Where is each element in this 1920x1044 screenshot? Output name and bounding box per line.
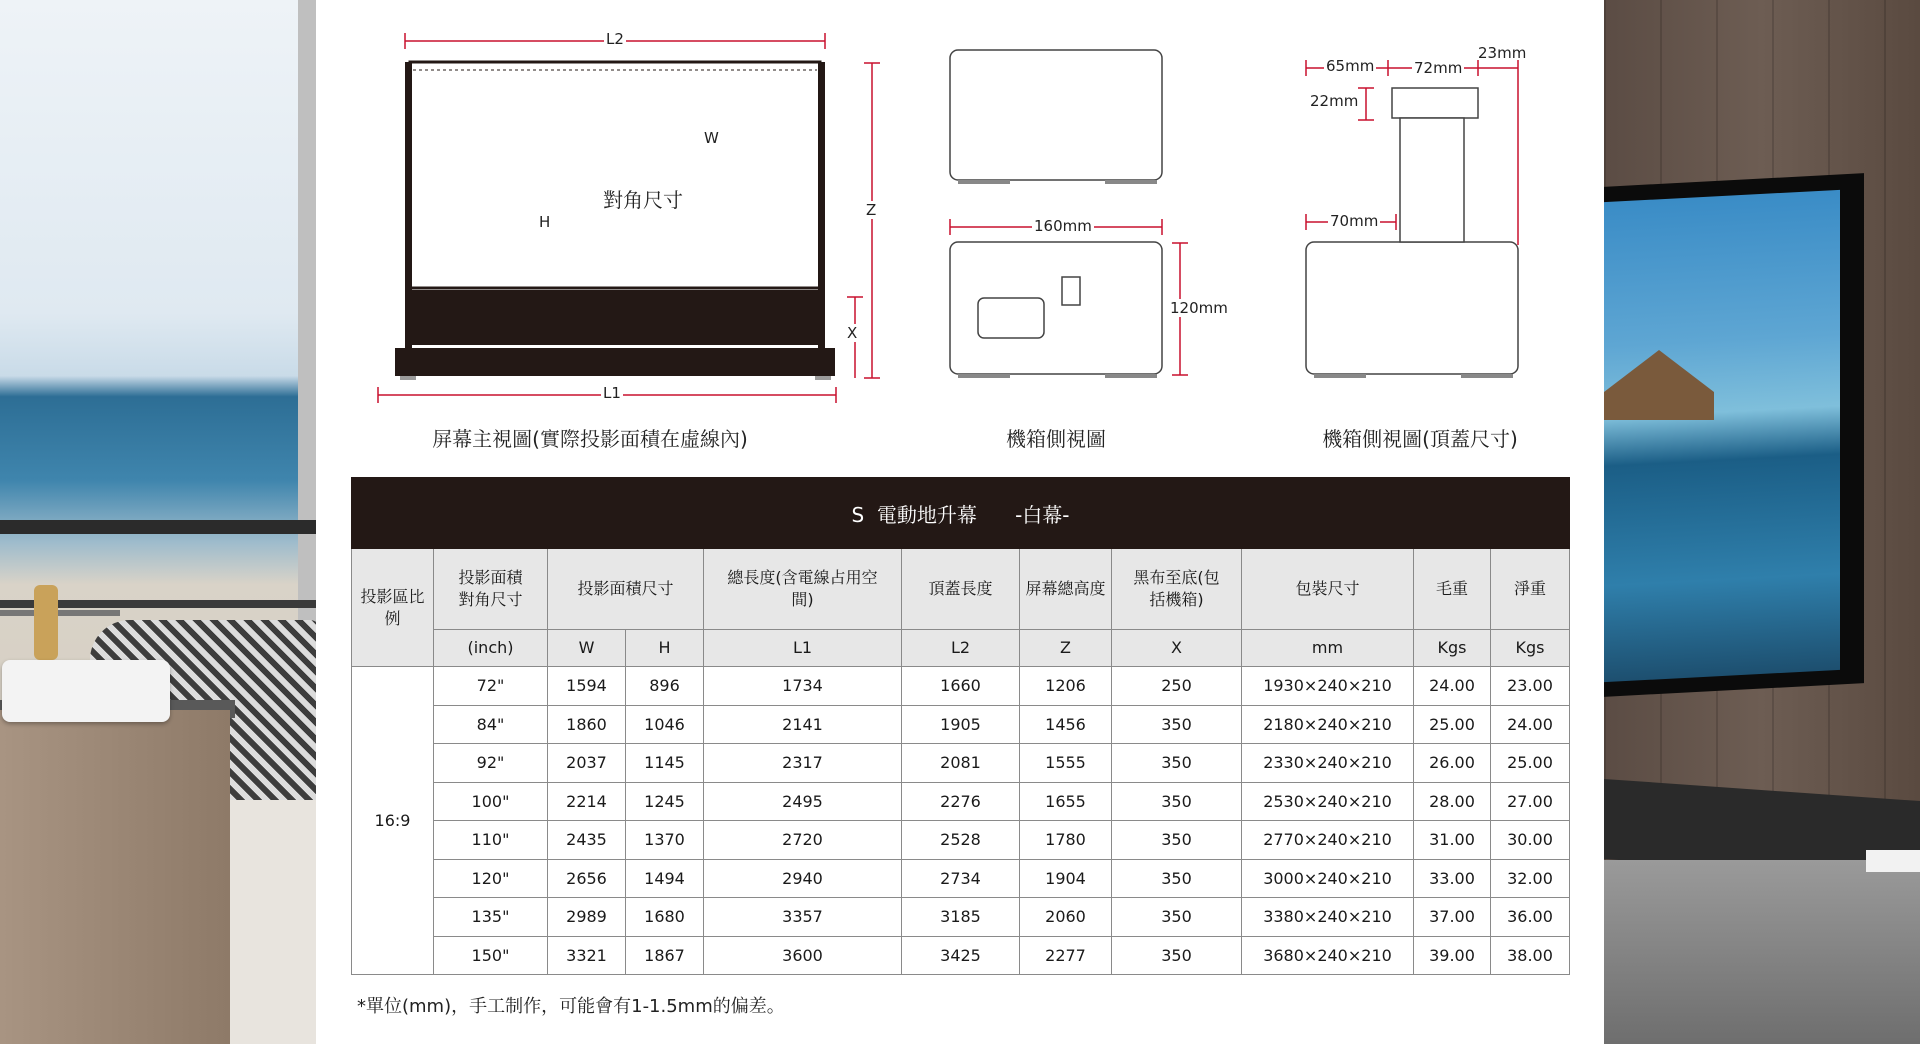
left-room-photo [0, 0, 316, 1044]
cell-z: 1456 [1020, 705, 1112, 744]
header-net: 淨重 [1491, 549, 1570, 630]
table-row [352, 667, 1570, 706]
cell-w: 2656 [548, 859, 626, 898]
unit-z: Z [1020, 630, 1112, 667]
cell-l1: 3357 [704, 898, 902, 937]
cell-x: 350 [1112, 936, 1242, 975]
cell-x: 350 [1112, 821, 1242, 860]
cell-x: 350 [1112, 898, 1242, 937]
cell-h: 1680 [626, 898, 704, 937]
label-65mm: 65mm [1326, 57, 1375, 75]
caption-side-view: 機箱側視圖 [1006, 427, 1106, 451]
table-row [352, 898, 1570, 937]
table-title: S 電動地升幕 -白幕- [352, 478, 1570, 549]
label-23mm: 23mm [1478, 44, 1527, 62]
cell-l2: 2528 [902, 821, 1020, 860]
table-row [352, 821, 1570, 860]
cell-l1: 2940 [704, 859, 902, 898]
cell-l1: 2141 [704, 705, 902, 744]
label-22mm: 22mm [1310, 92, 1359, 110]
unit-w: W [548, 630, 626, 667]
ratio-cell: 16:9 [352, 667, 434, 975]
front-view-screen [395, 62, 835, 380]
label-diagonal: 對角尺寸 [603, 188, 683, 212]
label-x: X [847, 324, 858, 342]
cell-net: 27.00 [1491, 782, 1570, 821]
header-gross: 毛重 [1414, 549, 1491, 630]
cell-inch: 100" [434, 782, 548, 821]
diagram-svg [316, 0, 1604, 420]
cell-net: 30.00 [1491, 821, 1570, 860]
unit-l2: L2 [902, 630, 1020, 667]
cabinet [0, 710, 230, 1044]
label-70mm: 70mm [1330, 212, 1379, 230]
header-black: 黑布至底(包括機箱) [1112, 549, 1242, 630]
cell-pack: 2180×240×210 [1242, 705, 1414, 744]
cell-net: 32.00 [1491, 859, 1570, 898]
label-z: Z [866, 201, 877, 219]
cell-w: 2435 [548, 821, 626, 860]
cell-z: 1780 [1020, 821, 1112, 860]
header-size: 投影面積尺寸 [548, 549, 704, 630]
unit-l1: L1 [704, 630, 902, 667]
cell-x: 350 [1112, 705, 1242, 744]
cell-net: 24.00 [1491, 705, 1570, 744]
cell-x: 350 [1112, 859, 1242, 898]
cell-inch: 92" [434, 744, 548, 783]
cell-l1: 1734 [704, 667, 902, 706]
cell-net: 38.00 [1491, 936, 1570, 975]
cell-l2: 1905 [902, 705, 1020, 744]
cell-pack: 3380×240×210 [1242, 898, 1414, 937]
table-row [352, 705, 1570, 744]
cell-pack: 1930×240×210 [1242, 667, 1414, 706]
cell-x: 250 [1112, 667, 1242, 706]
cell-gross: 24.00 [1414, 667, 1491, 706]
cell-pack: 2330×240×210 [1242, 744, 1414, 783]
cell-w: 2037 [548, 744, 626, 783]
cell-net: 36.00 [1491, 898, 1570, 937]
balcony-rail [0, 520, 316, 534]
cell-pack: 2770×240×210 [1242, 821, 1414, 860]
cell-h: 896 [626, 667, 704, 706]
table-row [352, 782, 1570, 821]
footnote: *單位(mm)，手工制作，可能會有1-1.5mm的偏差。 [357, 996, 785, 1017]
header-diag: 投影面積對角尺寸 [434, 549, 548, 630]
cell-inch: 135" [434, 898, 548, 937]
table-row [352, 744, 1570, 783]
cell-gross: 31.00 [1414, 821, 1491, 860]
cell-w: 1594 [548, 667, 626, 706]
label-72mm: 72mm [1414, 59, 1463, 77]
unit-diag: (inch) [434, 630, 548, 667]
cell-h: 1245 [626, 782, 704, 821]
cell-x: 350 [1112, 744, 1242, 783]
cell-z: 2060 [1020, 898, 1112, 937]
cell-pack: 2530×240×210 [1242, 782, 1414, 821]
cell-l2: 2081 [902, 744, 1020, 783]
cell-x: 350 [1112, 782, 1242, 821]
cell-gross: 33.00 [1414, 859, 1491, 898]
cell-l1: 2495 [704, 782, 902, 821]
cell-h: 1867 [626, 936, 704, 975]
unit-gross: Kgs [1414, 630, 1491, 667]
cell-l2: 1660 [902, 667, 1020, 706]
cell-l1: 2720 [704, 821, 902, 860]
cell-net: 23.00 [1491, 667, 1570, 706]
label-120mm: 120mm [1170, 299, 1228, 317]
cell-w: 3321 [548, 936, 626, 975]
vase [34, 585, 58, 660]
screen-image [1604, 190, 1840, 682]
cell-h: 1145 [626, 744, 704, 783]
caption-front-view: 屏幕主視圖(實際投影面積在虛線內) [432, 427, 748, 451]
cell-gross: 25.00 [1414, 705, 1491, 744]
header-total: 總長度(含電線占用空間) [704, 549, 902, 630]
cell-w: 2214 [548, 782, 626, 821]
label-160mm: 160mm [1034, 217, 1092, 235]
right-room-photo [1604, 0, 1920, 1044]
side-table [0, 610, 120, 616]
header-ratio: 投影區比例 [352, 549, 434, 667]
label-h: H [539, 213, 551, 231]
cell-z: 1555 [1020, 744, 1112, 783]
label-l1: L1 [603, 384, 621, 402]
cell-inch: 72" [434, 667, 548, 706]
caption-top-side-view: 機箱側視圖(頂蓋尺寸) [1322, 427, 1518, 451]
cell-gross: 39.00 [1414, 936, 1491, 975]
cell-l2: 2734 [902, 859, 1020, 898]
cell-gross: 26.00 [1414, 744, 1491, 783]
cell-z: 1206 [1020, 667, 1112, 706]
unit-pack: mm [1242, 630, 1414, 667]
cell-inch: 120" [434, 859, 548, 898]
cell-z: 2277 [1020, 936, 1112, 975]
label-l2: L2 [606, 30, 624, 48]
cell-inch: 150" [434, 936, 548, 975]
cell-h: 1370 [626, 821, 704, 860]
device-box [1866, 850, 1920, 872]
header-pack: 包裝尺寸 [1242, 549, 1414, 630]
cell-net: 25.00 [1491, 744, 1570, 783]
header-top: 頂蓋長度 [902, 549, 1020, 630]
cell-inch: 110" [434, 821, 548, 860]
cell-h: 1494 [626, 859, 704, 898]
cell-l1: 2317 [704, 744, 902, 783]
cell-h: 1046 [626, 705, 704, 744]
cell-z: 1904 [1020, 859, 1112, 898]
cell-pack: 3680×240×210 [1242, 936, 1414, 975]
cell-inch: 84" [434, 705, 548, 744]
cell-l2: 3425 [902, 936, 1020, 975]
cell-gross: 28.00 [1414, 782, 1491, 821]
header-screen-h: 屏幕總高度 [1020, 549, 1112, 630]
cell-w: 2989 [548, 898, 626, 937]
unit-h: H [626, 630, 704, 667]
tv-cabinet [1604, 860, 1920, 1044]
cell-l1: 3600 [704, 936, 902, 975]
cell-pack: 3000×240×210 [1242, 859, 1414, 898]
cell-l2: 2276 [902, 782, 1020, 821]
cell-gross: 37.00 [1414, 898, 1491, 937]
cell-l2: 3185 [902, 898, 1020, 937]
table-row [352, 859, 1570, 898]
unit-x: X [1112, 630, 1242, 667]
label-w: W [704, 129, 719, 147]
table-row [352, 936, 1570, 975]
cell-w: 1860 [548, 705, 626, 744]
unit-net: Kgs [1491, 630, 1570, 667]
spec-table [351, 477, 1570, 975]
cell-z: 1655 [1020, 782, 1112, 821]
projector [2, 660, 170, 722]
